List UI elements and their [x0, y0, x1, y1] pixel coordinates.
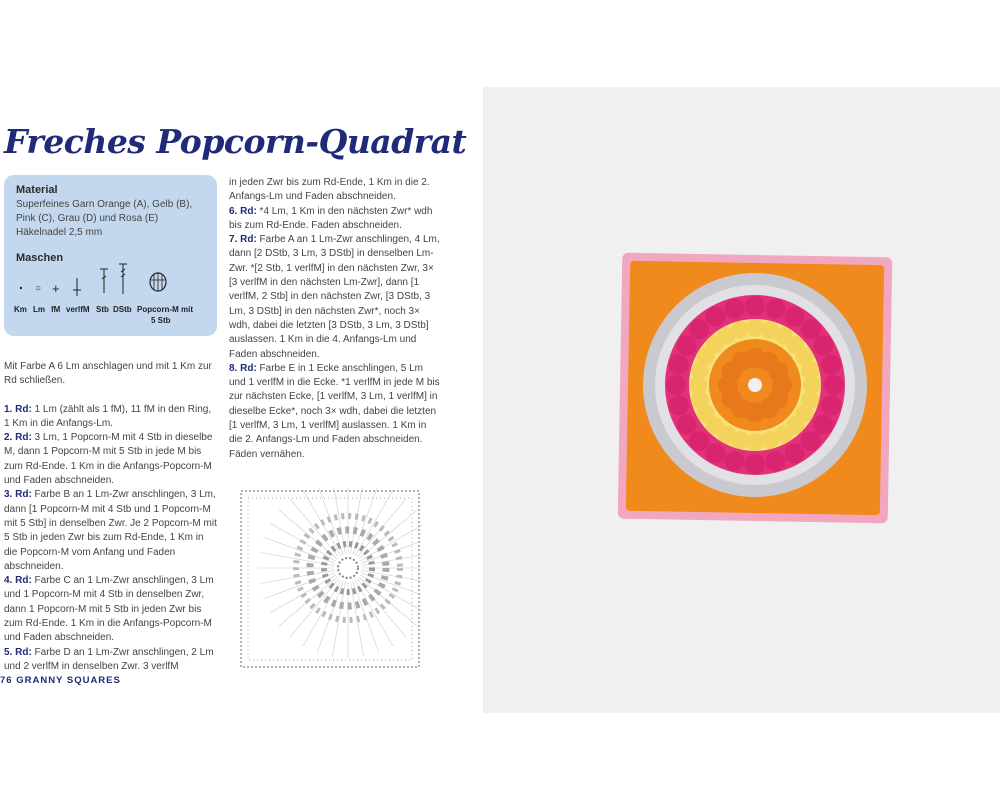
popcorn-icon	[148, 270, 168, 294]
chart-ray	[360, 523, 422, 561]
round-8: 8. Rd: Farbe E in 1 Ecke anschlingen, 5 Lm und 1 verlfM in die Ecke. *1 verlfM in jede M bis zur nächsten Ecke, [1 verlfM, 3 Lm, 1 verlfM] in dieselbe Ecke*, noch 3× wdh, dabei die letzten [1 verlfM, 3 Lm, 1 verlfM] auslassen. 1 Km in die 2. Anfangs-Lm und Faden abschneiden. Fäden vernähen.	[229, 362, 440, 460]
legend-label: verlfM	[66, 305, 90, 314]
page-footer: 76 GRANNY SQUARES	[0, 675, 121, 686]
popcorn-stitch	[801, 431, 821, 451]
intro-text: Mit Farbe A 6 Lm anschlagen und mit 1 Km zur Rd schließen.	[4, 361, 212, 387]
legend-label: Lm	[33, 305, 45, 314]
round-6: 6. Rd: *4 Lm, 1 Km in den nächsten Zwr* wdh bis zum Rd-Ende. Faden abschneiden.	[229, 205, 433, 231]
round-5-continued: in jeden Zwr bis zum Rd-Ende, 1 Km in die 2. Anfangs-Lm und Faden abschneiden.	[229, 177, 430, 203]
round-3: 3. Rd: Farbe B an 1 Lm-Zwr anschlingen, 3 Lm, dann [1 Popcorn-M mit 4 Stb und 1 Popcorn-M mit 5 Stb] in denselben Zwr. Je 2 Popcorn-M mit 5 Stb in jeden Zwr bis zum Rd-Ende, 1 Km in die Popcorn-M vom Anfang und Faden abschneiden.	[4, 489, 217, 572]
popcorn-stitch	[813, 336, 833, 356]
popcorn-stitch	[801, 319, 821, 339]
granny-square-photo	[483, 87, 1000, 713]
popcorn-stitch	[821, 395, 841, 415]
legend-label: Popcorn-M mit	[137, 305, 193, 314]
popcorn-stitch	[813, 415, 833, 435]
legend-label: Km	[14, 305, 27, 314]
popcorn-stitch	[824, 375, 844, 395]
material-line: Superfeines Garn Orange (A), Gelb (B),	[16, 199, 193, 210]
popcorn-stitch	[669, 395, 689, 415]
double-crochet-icon	[99, 267, 109, 295]
legend-label: DStb	[113, 305, 132, 314]
crochet-chart-diagram	[238, 488, 422, 670]
popcorn-stitch	[677, 415, 697, 435]
instructions-column-2	[229, 176, 442, 462]
popcorn-stitch	[677, 336, 697, 356]
popcorn-stitch	[706, 443, 726, 463]
popcorn-stitch	[765, 451, 785, 471]
material-line: Pink (C), Grau (D) und Rosa (E)	[16, 213, 159, 224]
instructions-column-1	[4, 360, 218, 674]
popcorn-stitch	[785, 443, 805, 463]
popcorn-stitch	[725, 451, 745, 471]
page-title: Freches Popcorn-Quadrat	[4, 122, 467, 161]
stitch-legend	[10, 270, 210, 304]
popcorn-stitch	[745, 296, 765, 316]
popcorn-stitch	[706, 307, 726, 327]
maschen-heading: Maschen	[16, 252, 64, 264]
round-1: 1. Rd: 1 Lm (zählt als 1 fM), 11 fM in den Ring, 1 Km in die Anfangs-Lm.	[4, 403, 212, 429]
popcorn-stitch	[785, 307, 805, 327]
popcorn-stitch	[689, 319, 709, 339]
round-7: 7. Rd: Farbe A an 1 Lm-Zwr anschlingen, 4 Lm, dann [2 DStb, 3 Lm, 3 DStb] in denselben Lm-Zwr. *[2 Stb, 1 verlfM] in den nächsten Zwr, 3× [3 verlfM in den nächsten Lm-Zwr], dann [1 verlfM, 2 Stb] in den nächsten Zwr, [3 DStb, 3 Lm, 3 DStb] in den nächsten Zwr*, noch 3× wdh, dabei die letzten [3 DStb, 3 Lm, 3 DStb] auslassen. 1 Km in die 4. Anfangs-Lm und Faden abschneiden.	[229, 234, 440, 360]
single-crochet-icon: +	[52, 281, 60, 296]
slip-stitch-icon: .	[19, 276, 23, 292]
round-5: 5. Rd: Farbe D an 1 Lm-Zwr anschlingen, 2 Lm und 2 verlfM in denselben Zwr. 3 verlfM	[4, 646, 214, 672]
popcorn-stitch	[801, 361, 819, 379]
legend-label: Stb	[96, 305, 109, 314]
popcorn-stitch	[768, 362, 788, 382]
round-2: 2. Rd: 3 Lm, 1 Popcorn-M mit 4 Stb in dieselbe M, dann 1 Popcorn-M mit 5 Stb in jede M bis zum Rd-Ende. 1 Km in die Anfangs-Popcorn-M und Faden abschneiden.	[4, 432, 213, 487]
popcorn-stitch	[765, 299, 785, 319]
material-heading: Material	[16, 184, 58, 196]
legend-label: 5 Stb	[151, 316, 171, 325]
chain-icon: ○	[35, 283, 42, 294]
popcorn-stitch	[689, 431, 709, 451]
popcorn-stitch	[669, 355, 689, 375]
popcorn-stitch	[725, 299, 745, 319]
granny-square-image	[483, 87, 1000, 713]
popcorn-stitch	[745, 454, 765, 474]
extended-sc-icon	[72, 276, 82, 298]
material-line: Häkelnadel 2,5 mm	[16, 227, 103, 238]
treble-crochet-icon	[118, 262, 128, 296]
round-4: 4. Rd: Farbe C an 1 Lm-Zwr anschlingen, 3 Lm und 1 Popcorn-M mit 4 Stb in denselben Zwr, dann 1 Popcorn-M mit 5 Stb in jeden Zwr bis zum Rd-Ende. 1 Km in die Anfangs-Popcorn-M und Faden abschneiden.	[4, 575, 214, 644]
legend-label: fM	[51, 305, 61, 314]
popcorn-stitch	[666, 375, 686, 395]
popcorn-stitch	[821, 355, 841, 375]
